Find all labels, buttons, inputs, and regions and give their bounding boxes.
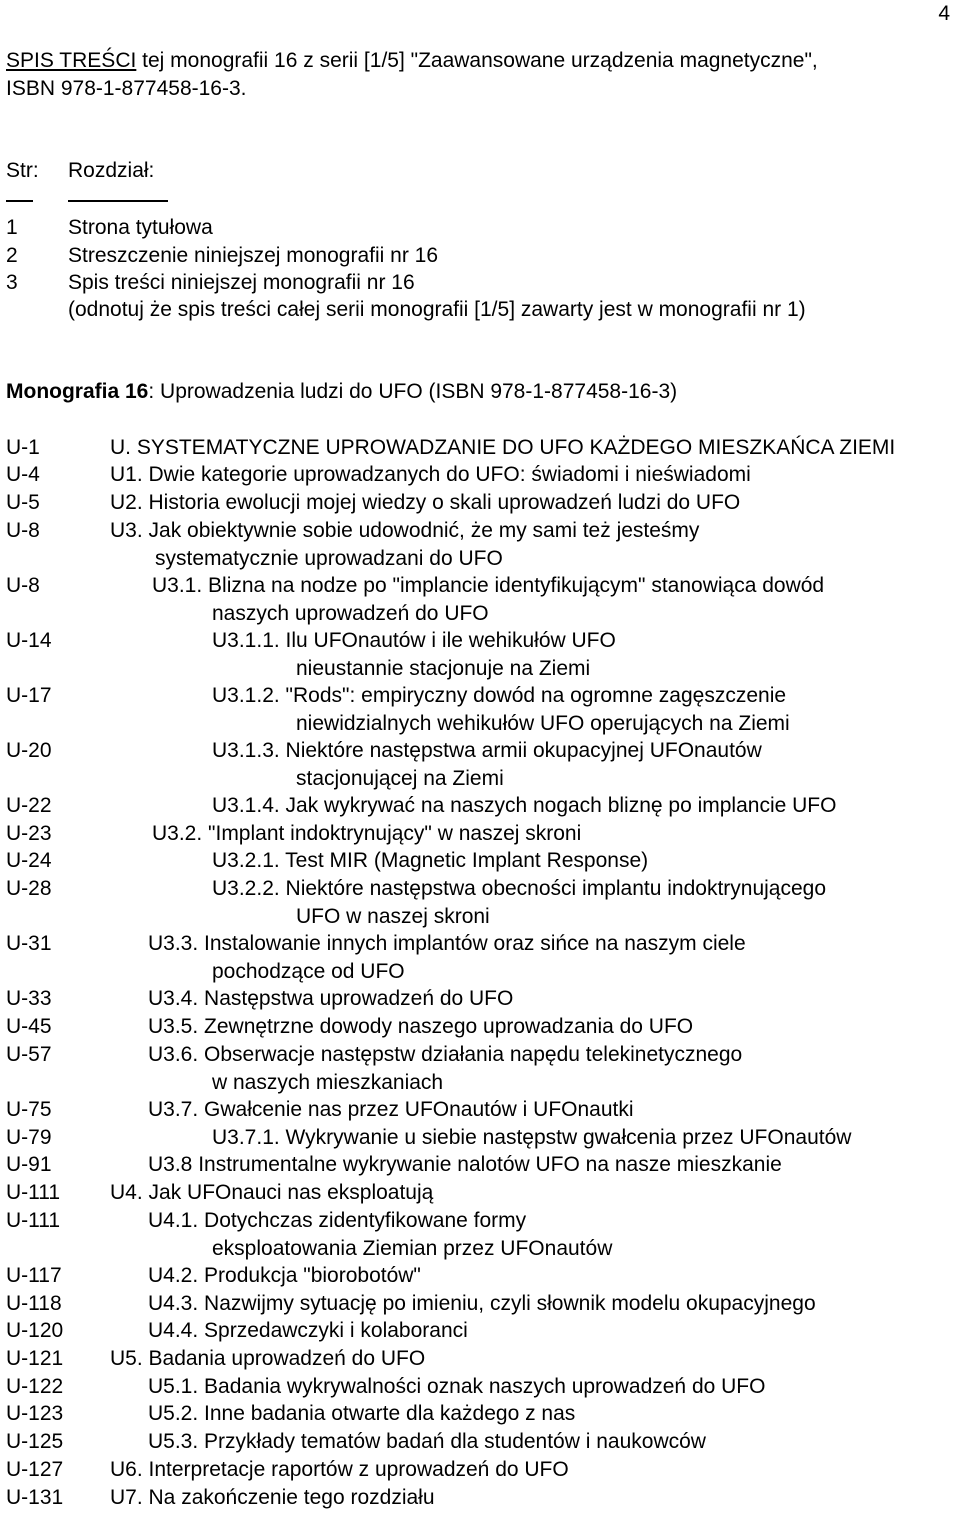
toc-page-ref: U-127 — [6, 1458, 64, 1481]
toc-page-ref: U-57 — [6, 1043, 52, 1066]
toc-page-ref: U-125 — [6, 1430, 64, 1453]
toc-entry-title: U3.1.4. Jak wykrywać na naszych nogach bliznę po implancie UFO — [212, 794, 837, 817]
monograph-label: Monografia 16 — [6, 380, 149, 403]
toc-page-ref: U-75 — [6, 1098, 52, 1121]
toc-entry-title: U1. Dwie kategorie uprowadzanych do UFO: świadomi i nieświadomi — [110, 463, 751, 486]
toc-entry-continuation: eksploatowania Ziemian przez UFOnautów — [212, 1236, 613, 1260]
toc-heading-link[interactable]: SPIS TREŚCI — [6, 49, 137, 72]
toc-entry-title: U. SYSTEMATYCZNE UPROWADZANIE DO UFO KAŻDEGO MIESZKAŃCA ZIEMI — [110, 436, 896, 459]
toc-page-ref: U-14 — [6, 629, 52, 652]
toc-entry-title: U4.1. Dotychczas zidentyfikowane formy — [148, 1209, 527, 1232]
toc-entry-title: U5.3. Przykłady tematów badań dla studentów i naukowców — [148, 1430, 706, 1453]
front-note: (odnotuj że spis treści całej serii monografii [1/5] zawarty jest w monografii nr 1) — [68, 298, 806, 321]
toc-entry-title: U2. Historia ewolucji mojej wiedzy o skali uprowadzeń ludzi do UFO — [110, 491, 741, 514]
toc-page-ref: U-22 — [6, 794, 52, 817]
front-title: Streszczenie niniejszej monografii nr 16 — [68, 244, 439, 267]
toc-entry-continuation: naszych uprowadzeń do UFO — [212, 601, 489, 625]
toc-entry-title: U3.2.2. Niektóre następstwa obecności implantu indoktrynującego — [212, 877, 827, 900]
toc-entry-continuation: niewidzialnych wehikułów UFO operujących na Ziemi — [296, 711, 790, 735]
toc-page-ref: U-121 — [6, 1347, 64, 1370]
toc-page-ref: U-33 — [6, 987, 52, 1010]
toc-entry-title: U3.3. Instalowanie innych implantów oraz sińce na naszym ciele — [148, 932, 746, 955]
toc-entry-title: U4.2. Produkcja "biorobotów" — [148, 1264, 421, 1287]
toc-page-ref: U-45 — [6, 1015, 52, 1038]
column-label-page: Str: — [6, 159, 39, 182]
page-number: 4 — [938, 2, 950, 25]
toc-entry-title: U3.8 Instrumentalne wykrywanie nalotów UFO na nasze mieszkanie — [148, 1153, 782, 1176]
toc-entry-title: U3.1.1. Ilu UFOnautów i ile wehikułów UFO — [212, 629, 616, 652]
toc-entry-title: U3. Jak obiektywnie sobie udowodnić, że my sami też jesteśmy — [110, 519, 700, 542]
front-title: Spis treści niniejszej monografii nr 16 — [68, 271, 415, 294]
toc-entry-title: U3.1. Blizna na nodze po "implancie identyfikującym" stanowiąca dowód — [152, 574, 825, 597]
toc-entry-title: U3.1.2. "Rods": empiryczny dowód na ogromne zagęszczenie — [212, 684, 787, 707]
toc-entry-continuation: nieustannie stacjonuje na Ziemi — [296, 656, 591, 680]
toc-entry-title: U3.2.1. Test MIR (Magnetic Implant Response) — [212, 849, 649, 872]
toc-page-ref: U-131 — [6, 1486, 64, 1509]
toc-entry-title: U6. Interpretacje raportów z uprowadzeń do UFO — [110, 1458, 569, 1481]
toc-page-ref: U-123 — [6, 1402, 64, 1425]
toc-entry-title: U3.7.1. Wykrywanie u siebie następstw gwałcenia przez UFOnautów — [212, 1126, 852, 1149]
toc-entry-title: U3.5. Zewnętrzne dowody naszego uprowadzania do UFO — [148, 1015, 694, 1038]
toc-page-ref: U-91 — [6, 1153, 52, 1176]
underline-rule-page — [6, 200, 33, 202]
toc-page-ref: U-31 — [6, 932, 52, 955]
toc-page-ref: U-28 — [6, 877, 52, 900]
toc-page-ref: U-117 — [6, 1264, 62, 1287]
front-page-number: 2 — [6, 244, 18, 267]
toc-page-ref: U-4 — [6, 463, 40, 486]
column-label-chapter: Rozdział: — [68, 159, 155, 182]
toc-entry-title: U4.4. Sprzedawczyki i kolaboranci — [148, 1319, 468, 1342]
toc-entry-title: U4. Jak UFOnauci nas eksploatują — [110, 1181, 434, 1204]
toc-page-ref: U-122 — [6, 1375, 64, 1398]
toc-entry-title: U5.1. Badania wykrywalności oznak naszych uprowadzeń do UFO — [148, 1375, 766, 1398]
toc-page-ref: U-17 — [6, 684, 52, 707]
toc-entry-continuation: systematycznie uprowadzani do UFO — [155, 546, 503, 570]
toc-entry-title: U3.6. Obserwacje następstw działania napędu telekinetycznego — [148, 1043, 743, 1066]
toc-page-ref: U-120 — [6, 1319, 64, 1342]
toc-entry-title: U7. Na zakończenie tego rozdziału — [110, 1486, 435, 1509]
toc-page-ref: U-118 — [6, 1292, 62, 1315]
header-text: tej monografii 16 z serii [1/5] "Zaawansowane urządzenia magnetyczne", — [136, 49, 818, 72]
toc-page-ref: U-8 — [6, 574, 40, 597]
toc-entry-continuation: pochodzące od UFO — [212, 959, 405, 983]
toc-entry-continuation: w naszych mieszkaniach — [212, 1070, 444, 1094]
toc-page-ref: U-1 — [6, 436, 40, 459]
toc-entry-title: U5. Badania uprowadzeń do UFO — [110, 1347, 426, 1370]
toc-page-ref: U-23 — [6, 822, 52, 845]
toc-page-ref: U-24 — [6, 849, 52, 872]
front-page-number: 3 — [6, 271, 18, 294]
toc-entry-title: U3.1.3. Niektóre następstwa armii okupacyjnej UFOnautów — [212, 739, 762, 762]
monograph-title: : Uprowadzenia ludzi do UFO (ISBN 978-1-877458-16-3) — [148, 380, 678, 403]
monograph-heading — [6, 380, 677, 404]
front-page-number: 1 — [6, 216, 18, 239]
toc-page-ref: U-20 — [6, 739, 52, 762]
toc-entry-continuation: stacjonującej na Ziemi — [296, 766, 504, 790]
toc-entry-title: U5.2. Inne badania otwarte dla każdego z nas — [148, 1402, 576, 1425]
header-line-1 — [6, 49, 818, 73]
front-title: Strona tytułowa — [68, 216, 213, 239]
toc-page-ref: U-5 — [6, 491, 40, 514]
toc-entry-title: U4.3. Nazwijmy sytuację po imieniu, czyli słownik modelu okupacyjnego — [148, 1292, 816, 1315]
toc-page-ref: U-111 — [6, 1209, 61, 1232]
toc-page-ref: U-111 — [6, 1181, 61, 1204]
underline-rule-chapter — [68, 200, 168, 202]
toc-page-ref: U-8 — [6, 519, 40, 542]
toc-page-ref: U-79 — [6, 1126, 52, 1149]
toc-entry-title: U3.7. Gwałcenie nas przez UFOnautów i UFOnautki — [148, 1098, 634, 1121]
toc-entry-title: U3.2. "Implant indoktrynujący" w naszej skroni — [152, 822, 582, 845]
toc-entry-title: U3.4. Następstwa uprowadzeń do UFO — [148, 987, 514, 1010]
toc-entry-continuation: UFO w naszej skroni — [296, 904, 490, 928]
header-line-2: ISBN 978-1-877458-16-3. — [6, 77, 247, 100]
